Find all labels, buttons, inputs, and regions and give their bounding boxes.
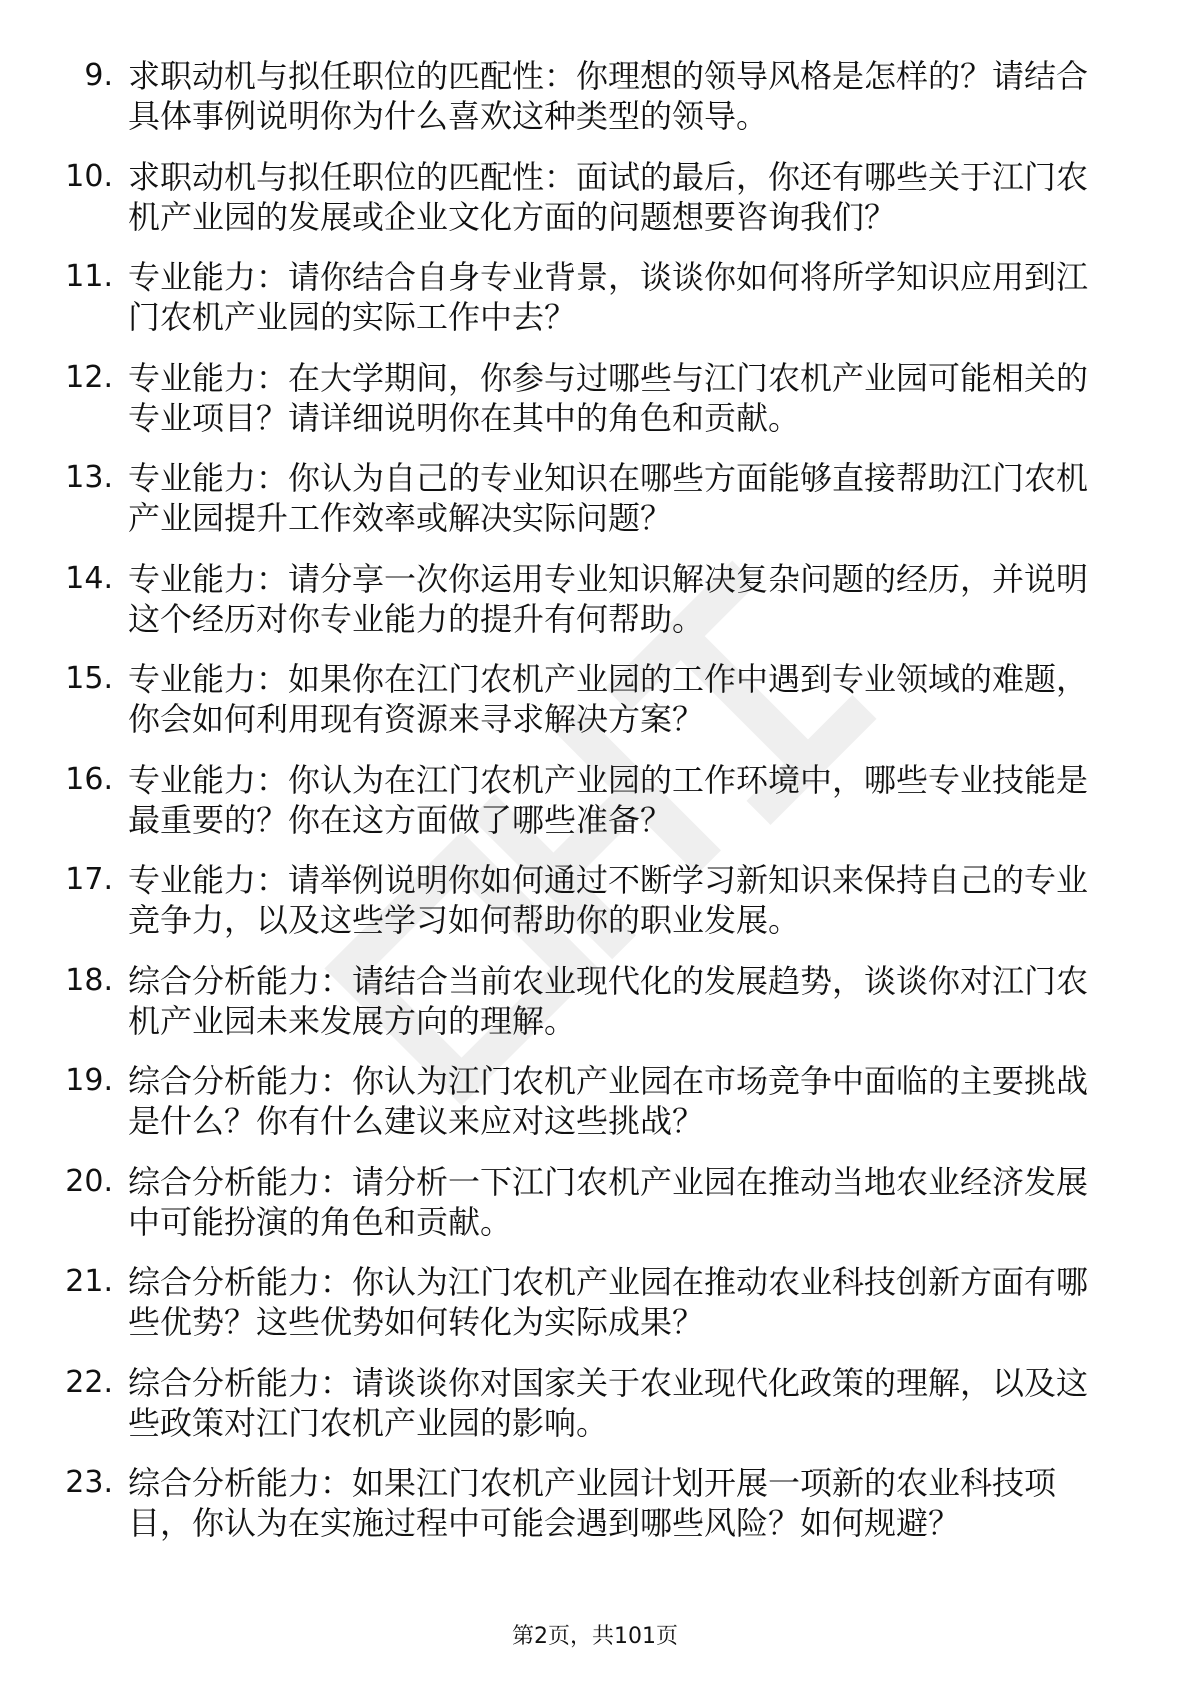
question-item	[0, 52, 1190, 153]
question-item	[0, 957, 1190, 1058]
question-text: 专业能力：请你结合自身专业背景，谈谈你如何将所学知识应用到江门农机产业园的实际工作中去？	[128, 258, 1089, 336]
question-number: 18.	[65, 962, 113, 998]
question-number: 15.	[65, 661, 113, 696]
question-text: 综合分析能力：你认为江门农机产业园在市场竞争中面临的主要挑战是什么？你有什么建议来应对这些挑战？	[128, 1062, 1089, 1140]
question-number: 23.	[65, 1465, 113, 1500]
question-number: 9.	[84, 58, 113, 93]
question-text: 专业能力：请分享一次你运用专业知识解决复杂问题的经历，并说明这个经历对你专业能力的提升有何帮助。	[128, 559, 1089, 638]
question-text: 专业能力：请举例说明你如何通过不断学习新知识来保持自己的专业竞争力，以及这些学习如何帮助你的职业发展。	[128, 861, 1089, 939]
question-item	[0, 153, 1190, 254]
question-number: 13.	[65, 460, 113, 495]
page-footer	[0, 1622, 1190, 1652]
question-number: 20.	[65, 1163, 113, 1199]
question-text: 综合分析能力：请谈谈你对国家关于农业现代化政策的理解，以及这些政策对江门农机产业园的影响。	[128, 1363, 1089, 1442]
question-item	[0, 1258, 1190, 1359]
question-item	[0, 1359, 1190, 1460]
question-item	[0, 1158, 1190, 1259]
question-item	[0, 354, 1190, 455]
question-text: 求职动机与拟任职位的匹配性：面试的最后，你还有哪些关于江门农机产业园的发展或企业文化方面的问题想要咨询我们？	[128, 157, 1089, 236]
question-text: 综合分析能力：你认为江门农机产业园在推动农业科技创新方面有哪些优势？这些优势如何转化为实际成果？	[128, 1263, 1089, 1341]
question-text: 专业能力：你认为自己的专业知识在哪些方面能够直接帮助江门农机产业园提升工作效率或解决实际问题？	[128, 459, 1089, 537]
question-text: 专业能力：如果你在江门农机产业园的工作中遇到专业领域的难题，你会如何利用现有资源来寻求解决方案？	[128, 660, 1089, 738]
question-item	[0, 1057, 1190, 1158]
question-number: 16.	[65, 761, 113, 797]
question-number: 12.	[65, 359, 113, 395]
question-number: 22.	[65, 1364, 113, 1400]
question-item	[0, 655, 1190, 756]
question-item	[0, 1459, 1190, 1560]
question-item	[0, 454, 1190, 555]
question-list	[0, 52, 1190, 1560]
question-number: 14.	[65, 560, 113, 596]
question-number: 11.	[65, 259, 113, 294]
question-text: 求职动机与拟任职位的匹配性：你理想的领导风格是怎样的？请结合具体事例说明你为什么喜欢这种类型的领导。	[128, 57, 1089, 135]
question-text: 综合分析能力：请分析一下江门农机产业园在推动当地农业经济发展中可能扮演的角色和贡献。	[128, 1162, 1089, 1241]
question-number: 10.	[65, 158, 113, 194]
question-text: 专业能力：在大学期间，你参与过哪些与江门农机产业园可能相关的专业项目？请详细说明你在其中的角色和贡献。	[128, 358, 1089, 437]
question-item	[0, 856, 1190, 957]
question-text: 综合分析能力：如果江门农机产业园计划开展一项新的农业科技项目，你认为在实施过程中可能会遇到哪些风险？如何规避？	[128, 1464, 1057, 1542]
question-text: 专业能力：你认为在江门农机产业园的工作环境中，哪些专业技能是最重要的？你在这方面做了哪些准备？	[128, 760, 1089, 839]
question-number: 21.	[65, 1264, 113, 1299]
question-item	[0, 253, 1190, 354]
question-item	[0, 756, 1190, 857]
page-number-label: 第2页，共101页	[512, 1624, 678, 1649]
question-item	[0, 555, 1190, 656]
question-number: 19.	[65, 1063, 113, 1098]
question-number: 17.	[65, 862, 113, 897]
question-text: 综合分析能力：请结合当前农业现代化的发展趋势，谈谈你对江门农机产业园未来发展方向的理解。	[128, 961, 1089, 1040]
